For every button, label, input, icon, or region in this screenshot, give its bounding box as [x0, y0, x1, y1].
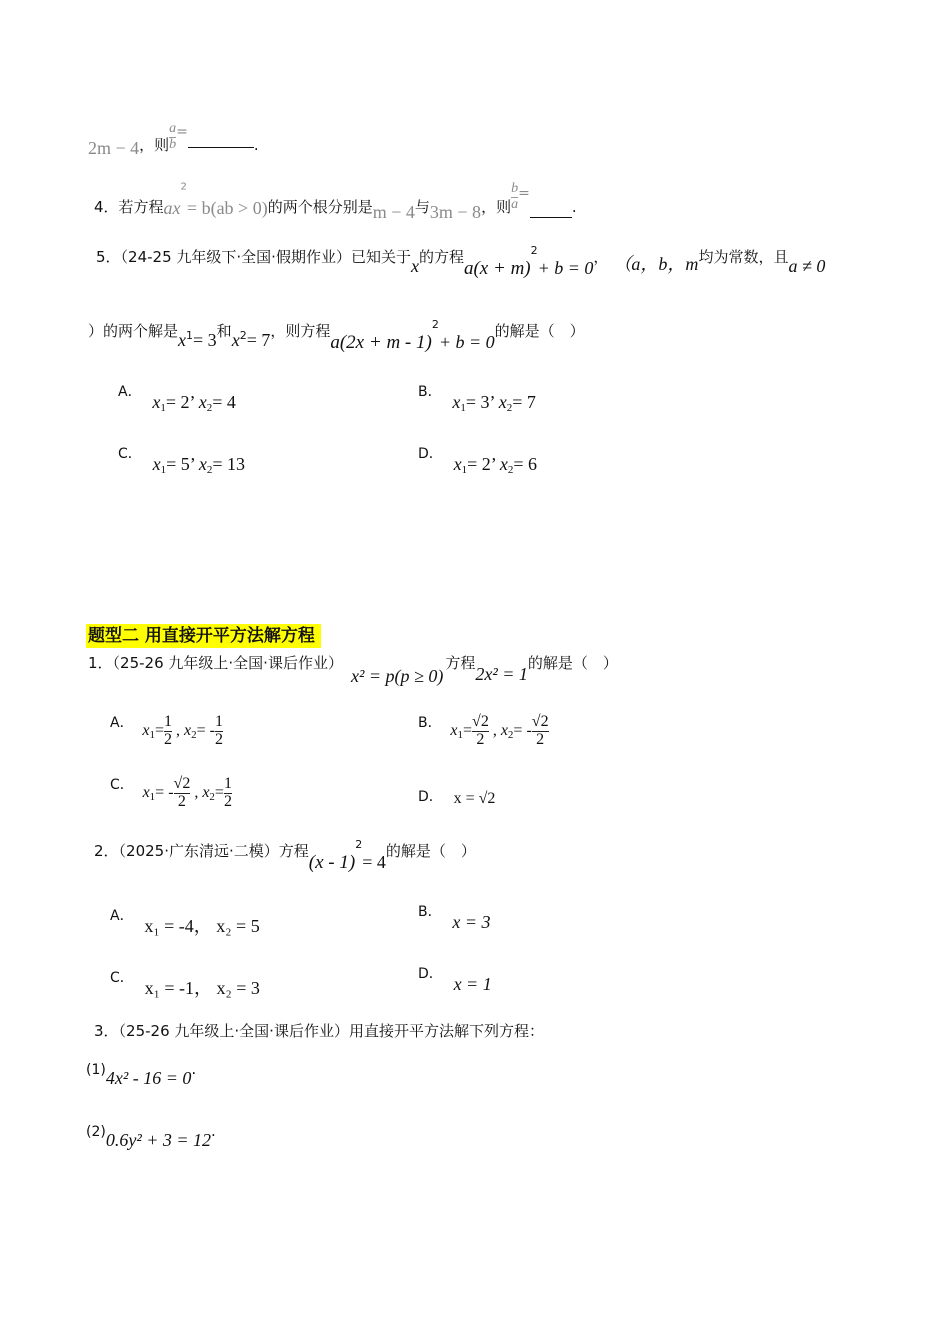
q5-comma: ，	[593, 248, 609, 266]
s2q1-source: （25-26 九年级上·全国·课后作业）	[112, 654, 343, 672]
q3-tail	[88, 121, 259, 158]
s2q1-text1: 方程	[445, 654, 476, 672]
q5-line2: ）的两个解是$x_1= 3$和$x_2= 7$，则方程$a(2x + m - 1)^2+ b = 0$的解是（ ）	[88, 318, 585, 353]
s2q3-text: 用直接开平方法解下列方程：	[348, 1022, 544, 1040]
s2q2-eq: (x - 1)	[308, 852, 356, 873]
s2q1-text2: 的解是（ ）	[527, 654, 618, 672]
s2q2-line: 2．（2025·广东清远·二模）方程(x - 1)$^2$= 4的解是（ ）	[94, 838, 476, 873]
q4-end: .	[571, 197, 577, 216]
q5-cond: a ≠ 0	[788, 256, 826, 276]
s2q3-part2-eq: 0.6y² + 3 = 12	[105, 1130, 212, 1150]
q3-expr: 2m − 4	[88, 137, 140, 158]
q5-line2-b: ，则方程	[270, 322, 331, 340]
q5-line1: 5．（24-25 九年级下·全国·假期作业）已知关于x的方程$a(x + m)^2+ b = 0$， （a，b，m均为常数，且a ≠ 0	[96, 244, 826, 279]
s2q2-eq-tail: = 4	[362, 852, 386, 872]
q4-eq: =	[518, 185, 530, 202]
s2q3-part1: (1)4x² - 16 = 0.	[86, 1060, 197, 1088]
q3-eq: =	[176, 123, 188, 140]
s2q3-part2-label: (2)	[86, 1124, 106, 1140]
q5-text3: 均为常数，且	[698, 248, 789, 266]
s2q2-source: （2025·广东清远·二模）	[118, 842, 279, 860]
q5-and: 和	[216, 322, 232, 340]
s2q1-option-d[interactable]: D． x = √2	[418, 789, 496, 807]
q3-fraction: $\frac{a}{b}$	[169, 121, 177, 152]
q4-root1: m − 4	[372, 201, 415, 222]
q5-eq1-tail: + b = 0	[537, 258, 594, 278]
q4-mid: 的两个根分别是	[267, 197, 373, 216]
s2q3-part1-eq: 4x² - 16 = 0	[105, 1068, 192, 1088]
s2q1-line	[88, 652, 618, 686]
s2q1-option-b[interactable]: B． $x_1=$ $\frac{√2}{2}$ , $x_2=$ - $\frac{√2}{2}$	[418, 713, 549, 748]
q4-num: 4．若方程	[94, 197, 164, 216]
s2q1-option-a[interactable]: A． $x_1=$ $\frac{1}{2}$ , $x_2=$ - $\frac{1}{2}$	[110, 713, 223, 748]
s2q1-eq: 2x² = 1	[475, 664, 528, 684]
s2q3-num: 3．	[94, 1022, 119, 1040]
q5-eq2: a(2x + m - 1)	[330, 332, 432, 353]
s2q2-text1: 方程	[278, 842, 309, 860]
s2q1-hint: x² = p(p ≥ 0)	[350, 666, 444, 686]
q5-num: 5．	[96, 248, 121, 266]
s2q2-option-a[interactable]: A． x₁ = -4， x₂ = 5	[110, 908, 260, 936]
s2q3-source: （25-26 九年级上·全国·课后作业）	[118, 1022, 349, 1040]
q5-eq2-tail: + b = 0	[438, 332, 495, 352]
q5-option-a[interactable]: A． $x_1= 2$’ $x_2= 4$	[118, 384, 236, 414]
q4-then: ，则	[481, 197, 512, 216]
q4-root2: 3m − 8	[429, 201, 482, 222]
s2q2-text2: 的解是（ ）	[385, 842, 476, 860]
s2q3-part2: (2)0.6y² + 3 = 12.	[86, 1122, 216, 1150]
q5-line2-c: 的解是（ ）	[494, 322, 585, 340]
section-title: 题型二 用直接开平方法解方程	[86, 624, 321, 648]
q5-eq1: a(x + m)	[463, 258, 531, 279]
q5-option-d[interactable]: D． $x_1= 2$’ $x_2= 6$	[418, 446, 538, 476]
q3-then: ，则	[139, 135, 170, 154]
q5-line2-a: ）的两个解是	[88, 322, 179, 340]
q5-option-c[interactable]: C． $x_1= 5$’ $x_2= 13$	[118, 446, 246, 476]
q5-text1: 已知关于	[350, 248, 411, 266]
q5-text2: 的方程	[418, 248, 464, 266]
q5-sol2-val: = 7	[246, 330, 271, 350]
q5-source: （24-25 九年级下·全国·假期作业）	[120, 248, 351, 266]
q4-and: 与	[414, 197, 430, 216]
q4-cond: (ab > 0)	[210, 197, 268, 218]
s2q2-num: 2．	[94, 842, 119, 860]
s2q1-num: 1．	[88, 654, 113, 672]
q4-eq-b: = b	[186, 197, 211, 218]
q5-params: （a，b，m	[622, 254, 699, 274]
q5-var-x: x	[410, 256, 419, 276]
q4-fraction: $\frac{b}{a}$	[511, 181, 519, 212]
s2q1-option-c[interactable]: C． $x_1=$ - $\frac{√2}{2}$ , $x_2=$ $\frac{1}{2}$	[110, 775, 232, 810]
q3-end: .	[253, 135, 259, 154]
q4-answer-blank	[530, 216, 572, 218]
s2q3-part1-label: (1)	[86, 1062, 106, 1078]
s2q2-option-c[interactable]: C． x₁ = -1， x₂ = 3	[110, 970, 260, 998]
q5-option-b[interactable]: B． $x_1= 3$’ $x_2= 7$	[418, 384, 536, 414]
s2q2-option-b[interactable]: B． x = 3	[418, 904, 491, 932]
q4-eq-a: ax	[163, 197, 181, 218]
s2q2-option-d[interactable]: D． x = 1	[418, 966, 492, 994]
q3-answer-blank	[188, 146, 254, 148]
s2q3-line	[94, 1020, 544, 1041]
q5-sol1-x: x	[178, 330, 187, 350]
q4: 4．若方程$ax^2= b(ab > 0)$的两个根分别是m − 4与3m − 8，则 $\frac{b}{a}$ =.	[94, 181, 577, 222]
q5-sol1-val: = 3	[193, 330, 217, 350]
